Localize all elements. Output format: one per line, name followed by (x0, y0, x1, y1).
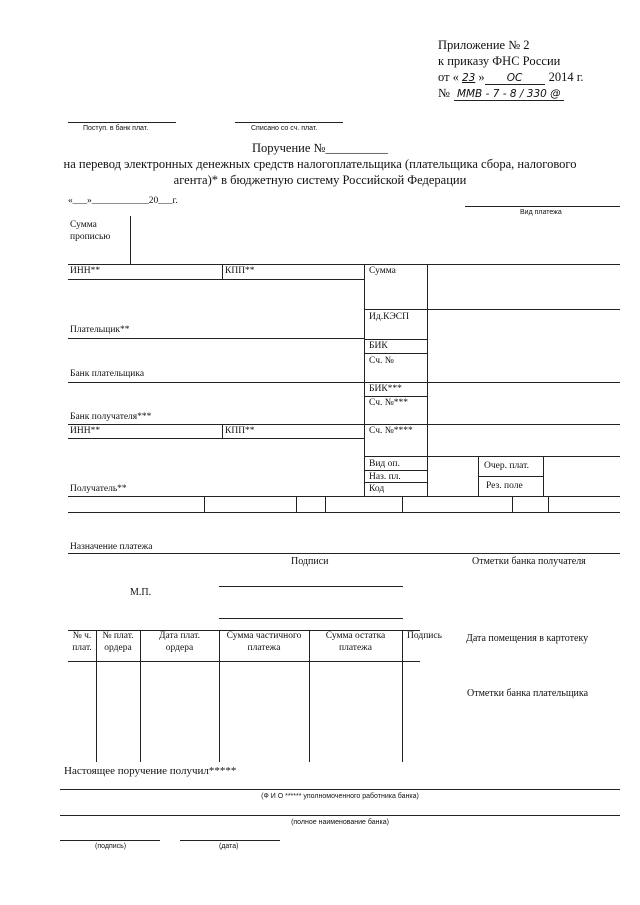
appendix-line: Приложение № 2 (438, 38, 530, 52)
document-title: Поручение №__________ (252, 141, 388, 155)
date-caption: (дата) (219, 843, 239, 850)
recipient-bank-label: Банк получателя*** (70, 412, 152, 422)
payer-bank-label: Банк плательщика (70, 369, 145, 379)
signatures-label: Подписи (291, 556, 329, 567)
received-in-bank-label: Поступ. в банк плат. (83, 125, 149, 132)
payer-bank-marks-label: Отметки банка плательщика (467, 688, 589, 699)
payment-order-label: Очер. плат. (484, 461, 529, 471)
operation-type-label: Вид оп. (369, 459, 400, 469)
th-order-date-2: ордера (165, 643, 194, 653)
recipient-bik-label: БИК*** (369, 384, 402, 394)
recipient-account-2-label: Сч. №**** (369, 426, 413, 436)
recipient-kpp-label: КПП** (225, 426, 255, 436)
payer-inn-label: ИНН** (70, 266, 101, 276)
bank-employee-name-caption: (Ф И О ****** уполномоченного работника банка) (261, 793, 419, 800)
reserve-field-label: Рез. поле (486, 481, 523, 491)
payment-purpose-label: Назначение платежа (70, 542, 153, 552)
date-prefix: от « (438, 70, 459, 84)
payer-label: Плательщик** (70, 325, 130, 335)
th-order-no-2: ордера (104, 643, 132, 653)
sum-words-label-2: прописью (70, 232, 111, 242)
th-part-no-2: плат. (72, 643, 92, 653)
signature-caption: (подпись) (95, 843, 127, 850)
date-year: 2014 г. (548, 70, 584, 84)
date-month: ОС (485, 72, 545, 85)
th-order-no-1: № плат. (102, 631, 134, 641)
recipient-account-label: Сч. №*** (369, 398, 409, 408)
payment-type-label: Вид платежа (520, 209, 562, 216)
th-remaining-sum-1: Сумма остатка (325, 631, 386, 641)
document-subtitle-1: на перевод электронных денежных средств налогоплательщика (плательщика сбора, налогового (63, 157, 577, 171)
th-partial-sum-2: платежа (247, 643, 281, 653)
recipient-bank-marks-label: Отметки банка получателя (472, 556, 586, 567)
bank-full-name-caption: (полное наименование банка) (291, 819, 389, 826)
code-label: Код (369, 484, 385, 494)
order-number-handwritten: ММВ - 7 - 8 / 330 @ (454, 88, 564, 101)
date-mid: » (478, 70, 485, 84)
received-by-label: Настоящее поручение получил***** (64, 765, 237, 777)
sum-words-label-1: Сумма (70, 220, 97, 230)
th-order-date-1: Дата плат. (159, 631, 200, 641)
sum-label: Сумма (369, 266, 396, 276)
date-field: «___»____________20___г. (68, 196, 178, 206)
card-file-date-label: Дата помещения в картотеку (466, 633, 589, 644)
document-subtitle-2: агента)* в бюджетную систему Российской Федерации (173, 173, 467, 187)
payer-kpp-label: КПП** (225, 266, 255, 276)
debited-label: Списано со сч. плат. (251, 125, 318, 132)
number-prefix: № (438, 86, 450, 100)
order-date-line (438, 70, 584, 85)
payer-bik-label: БИК (369, 341, 388, 351)
payer-account-label: Сч. № (369, 356, 394, 366)
th-partial-sum-1: Сумма частичного (226, 631, 302, 641)
th-remaining-sum-2: платежа (339, 643, 372, 653)
order-reference-line: к приказу ФНС России (438, 54, 561, 68)
stamp-label: М.П. (130, 587, 152, 598)
id-kesp-label: Ид.КЭСП (369, 312, 409, 322)
recipient-label: Получатель** (70, 484, 127, 494)
payment-purpose-code-label: Наз. пл. (369, 472, 401, 482)
date-day: 23 (461, 72, 476, 84)
th-signature: Подпись (407, 631, 442, 641)
th-part-no-1: № ч. (72, 631, 92, 641)
order-number-line (438, 86, 564, 101)
recipient-inn-label: ИНН** (70, 426, 101, 436)
